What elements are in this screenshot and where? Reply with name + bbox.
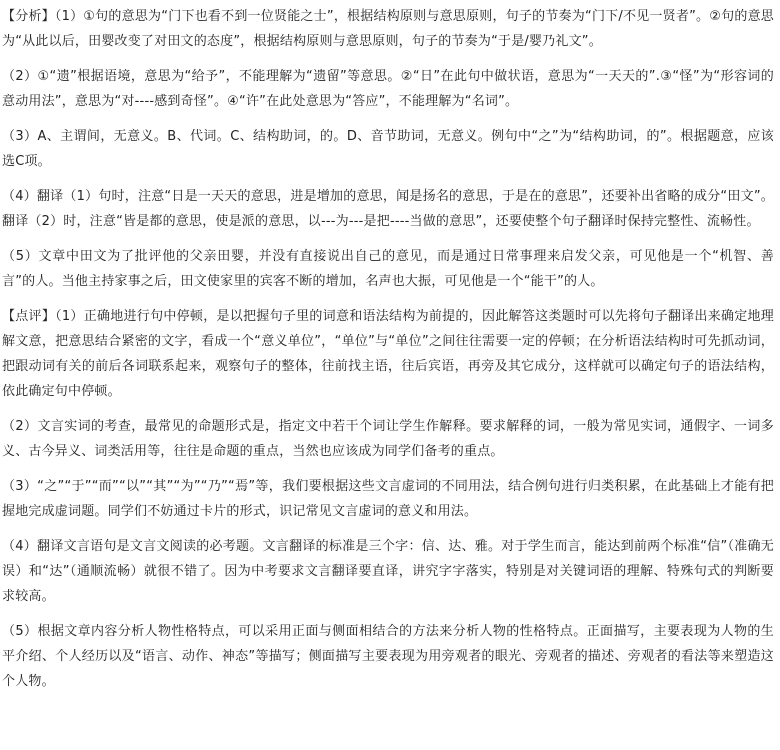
comment-paragraph-4: （4）翻译文言语句是文言文阅读的必考题。文言翻译的标准是三个字：信、达、雅。对于学生而言，能达到前两个标准“信”（准确无误）和“达”（通顺流畅）就很不错了。因为中考要求文言翻译要直译，讲究字字落实，特别是对关键词语的理解、特殊句式的判断要求较高。 bbox=[2, 539, 774, 604]
analysis-paragraph-4: （4）翻译（1）句时，注意“日是一天天的意思，进是增加的意思，闻是扬名的意思，于是在的意思”，还要补出省略的成分“田文”。翻译（2）时，注意“皆是都的意思，使是派的意思，以---为---是把----当做的意思”，还要使整个句子翻译时保持完整性、流畅性。 bbox=[2, 189, 774, 229]
comment-paragraph-1: 【点评】（1）正确地进行句中停顿，是以把握句子里的词意和语法结构为前提的，因此解答这类题时可以先将句子翻译出来确定地理解文意，把意思结合紧密的文字，看成一个“意义单位”，“单位”与“单位”之间往往需要一定的停顿；在分析语法结构时可先抓动词，把跟动词有关的前后各词联系起来，观察句子的整体，往前找主语，往后宾语，再旁及其它成分，这样就可以确定句子的语法结构，依此确定句中停顿。 bbox=[2, 309, 774, 399]
comment-paragraph-3: （3）“之”“于”“而”“以”“其”“为”“乃”“焉”等，我们要根据这些文言虚词的不同用法，结合例句进行归类积累，在此基础上才能有把握地完成虚词题。同学们不妨通过卡片的形式，识记常见文言虚词的意义和用法。 bbox=[2, 479, 774, 519]
analysis-paragraph-2: （2）①“遗”根据语境，意思为“给予”，不能理解为“遗留”等意思。②“日”在此句中做状语，意思为“一天天的”.③“怪”为“形容词的意动用法”，意思为“对----感到奇怪”。④“许”在此处意思为“答应”，不能理解为“名词”。 bbox=[2, 69, 774, 109]
comment-paragraph-5: （5）根据文章内容分析人物性格特点，可以采用正面与侧面相结合的方法来分析人物的性格特点。正面描写，主要表现为人物的生平介绍、个人经历以及“语言、动作、神态”等描写；侧面描写主要表现为用旁观者的眼光、旁观者的描述、旁观者的看法等来塑造这个人物。 bbox=[2, 624, 774, 689]
analysis-paragraph-1: 【分析】（1）①句的意思为“门下也看不到一位贤能之士”，根据结构原则与意思原则，句子的节奏为“门下/不见一贤者”。②句的意思为“从此以后，田婴改变了对田文的态度”，根据结构原则与意思原则，句子的节奏为“于是/婴乃礼文”。 bbox=[2, 9, 774, 49]
comment-paragraph-2: （2）文言实词的考查，最常见的命题形式是，指定文中若干个词让学生作解释。要求解释的词，一般为常见实词，通假字、一词多义、古今异义、词类活用等，往往是命题的重点，当然也应该成为同学们备考的重点。 bbox=[2, 419, 774, 459]
analysis-paragraph-3: （3）A、主谓间，无意义。B、代词。C、结构助词，的。D、音节助词，无意义。例句中“之”为“结构助词，的”。根据题意，应该选C项。 bbox=[2, 129, 774, 169]
analysis-paragraph-5: （5）文章中田文为了批评他的父亲田婴，并没有直接说出自己的意见，而是通过日常事理来启发父亲，可见他是一个“机智、善言”的人。当他主持家事之后，田文使家里的宾客不断的增加，名声也大振，可见他是一个“能干”的人。 bbox=[2, 249, 774, 289]
